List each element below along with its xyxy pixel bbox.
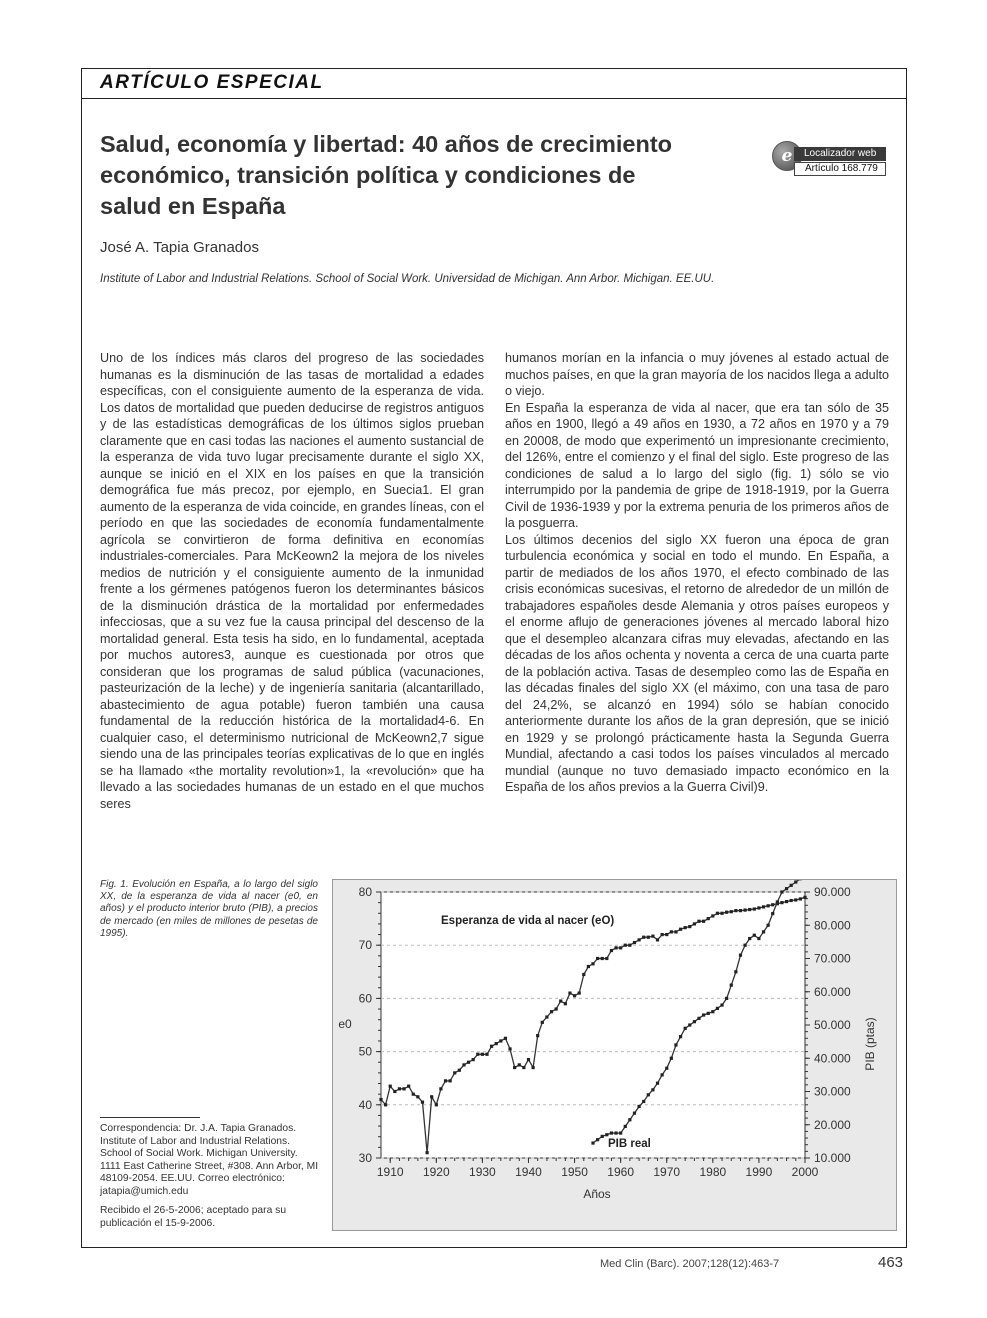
- data-point: [614, 1131, 617, 1134]
- data-point: [642, 936, 645, 939]
- badge-label-bottom: Artículo 168.779: [794, 162, 886, 176]
- plot-area: [381, 892, 805, 1158]
- data-point: [656, 938, 659, 941]
- data-point: [702, 1013, 705, 1016]
- data-point: [684, 1027, 687, 1030]
- data-point: [389, 1085, 392, 1088]
- section-bar: [82, 69, 906, 99]
- x-axis-label: Años: [583, 1187, 611, 1201]
- data-point: [674, 930, 677, 933]
- data-point: [601, 1135, 604, 1138]
- data-point: [716, 1007, 719, 1010]
- data-point: [416, 1095, 419, 1098]
- data-point: [425, 1151, 428, 1154]
- data-point: [707, 917, 710, 920]
- data-point: [707, 1012, 710, 1015]
- y-tick-label-left: 40: [358, 1097, 372, 1112]
- y-tick-label-right: 40.000: [814, 1051, 851, 1066]
- data-point: [628, 1118, 631, 1121]
- data-point: [467, 1061, 470, 1064]
- data-point: [541, 1021, 544, 1024]
- data-point: [753, 934, 756, 937]
- y-tick-label-left: 50: [358, 1044, 372, 1059]
- data-point: [462, 1063, 465, 1066]
- data-point: [379, 1098, 382, 1101]
- data-point: [642, 1100, 645, 1103]
- x-tick-label: 1940: [515, 1165, 542, 1179]
- data-point: [748, 908, 751, 911]
- data-point: [679, 928, 682, 931]
- data-point: [725, 911, 728, 914]
- data-point: [651, 1088, 654, 1091]
- figure-caption: Fig. 1. Evolución en España, a lo largo del siglo XX, de la esperanza de vida al nacer (e0, en años) y el producto interior bruto (PIB), a precios de mercado (en miles de millones de pesetas de 1995).: [100, 879, 318, 939]
- data-point: [720, 912, 723, 915]
- data-point: [545, 1015, 548, 1018]
- data-point: [624, 944, 627, 947]
- received-date: Recibido el 26-5-2006; aceptado para su publicación el 15-9-2006.: [100, 1205, 287, 1229]
- data-point: [753, 907, 756, 910]
- y-tick-label-right: 80.000: [814, 918, 851, 933]
- data-point: [748, 937, 751, 940]
- section-label: ARTÍCULO ESPECIAL: [100, 72, 324, 93]
- data-point: [734, 909, 737, 912]
- e-logo-icon: e: [772, 141, 802, 171]
- x-tick-label: 1920: [422, 1165, 450, 1179]
- data-point: [513, 1066, 516, 1069]
- data-point: [619, 946, 622, 949]
- data-point: [697, 1017, 700, 1020]
- data-point: [803, 896, 806, 899]
- data-point: [601, 957, 604, 960]
- data-point: [670, 1057, 673, 1060]
- body-paragraph: humanos morían en la infancia o muy jóvenes al estado actual de muchos países, en que la gran mayoría de los nacidos llega a adulto o viejo.: [505, 351, 889, 398]
- data-point: [490, 1045, 493, 1048]
- data-point: [739, 954, 742, 957]
- series-label-e0: Esperanza de vida al nacer (eO): [441, 915, 615, 927]
- data-point: [790, 884, 793, 887]
- figure-chart: [332, 879, 897, 1231]
- data-point: [476, 1053, 479, 1056]
- article-frame: [81, 68, 907, 1248]
- data-point: [771, 903, 774, 906]
- data-point: [518, 1063, 521, 1066]
- data-point: [628, 944, 631, 947]
- data-point: [536, 1034, 539, 1037]
- data-point: [559, 999, 562, 1002]
- data-point: [780, 890, 783, 893]
- data-point: [412, 1093, 415, 1096]
- body-paragraph: Los últimos decenios del siglo XX fueron una época de gran turbulencia económica y social en todo el mundo. En España, a partir de mediados de los años 1970, el efecto combinado de las crisis económicas sucesivas, el retorno de alrededor de un millón de trabajadores españoles desde Alemania y otros países europeos y el enorme aflujo de generaciones jóvenes al mercado laboral hizo que el desempleo alcanzara cifras muy elevadas, afectando en las décadas de los años ochenta y noventa a cerca de una cuarta parte de la población activa. Tasas de desempleo como las de España en las décadas finales del siglo XX (el máximo, con una tasa de paro del 24,2%, se alcanzó en 1994) sólo se habían conocido anteriormente durante los años de la gran depresión, que se inició en 1929 y se prolongó prácticamente hasta la Segunda Guerra Mundial, afectando a casi todos los países vinculados al mercado mundial (aunque no tuvo demasiado impacto económico en la España de los años previos a la Guerra Civil)9.: [505, 532, 889, 794]
- divider: [100, 1117, 200, 1118]
- x-tick-label: 2000: [791, 1165, 819, 1179]
- data-point: [730, 910, 733, 913]
- data-point: [661, 1073, 664, 1076]
- x-tick-label: 1960: [607, 1165, 635, 1179]
- data-point: [421, 1101, 424, 1104]
- data-point: [637, 938, 640, 941]
- body-column-right: [505, 350, 889, 796]
- article-title: Salud, economía y libertad: 40 años de crecimiento económico, transición política y condiciones de salud en España: [100, 131, 673, 219]
- y-tick-label-right: 20.000: [814, 1117, 851, 1132]
- data-point: [393, 1090, 396, 1093]
- y-tick-label-left: 60: [358, 991, 372, 1006]
- body-paragraph: Uno de los índices más claros del progreso de las sociedades humanas es la disminución de las tasas de mortalidad a edades específicas, con el consiguiente aumento de la esperanza de vida. Los datos de mortalidad que pueden deducirse de registros antiguos y de las estadísticas demográficas de los últimos siglos prueban claramente que en casi todas las naciones el aumento sustancial de la esperanza de vida tuvo lugar precisamente durante el siglo XX, aunque se inició en el XIX en los países en que la transición demográfica fue más precoz, por ejemplo, en Suecia1. El gran aumento de la esperanza de vida coincide, en grandes líneas, con el período en que las sociedades de economía fundamentalmente agrícola se convirtieron de forma definitiva en economías industriales-comerciales. Para McKeown2 la mejora de los niveles medios de nutrición y el consiguiente aumento de la inmunidad frente a los gérmenes patógenos fueron los determinantes básicos de la disminución drástica de la mortalidad por enfermedades infecciosas, que a su vez fue la causa principal del descenso de la mortalidad general. Esta tesis ha sido, en lo fundamental, aceptada por muchos autores3, aunque es cuestionada por otros que consideran que los programas de salud pública (vacunaciones, pasteurización de la leche) y de ingeniería sanitaria (alcantarillado, abastecimiento de agua potable) fueron también una causa fundamental de la reducción histórica de la mortalidad4-6. En cualquier caso, el determinismo nutricional de McKeown2,7 sigue siendo una de las principales teorías explicativas de lo que en inglés se ha llamado «the mortality revolution»1, la «revolución» que ha llevado a las sociedades humanas de un estado en el que muchos seres: [100, 351, 484, 811]
- data-point: [665, 933, 668, 936]
- data-point: [550, 1010, 553, 1013]
- y-tick-label-left: 80: [358, 885, 372, 899]
- data-point: [794, 898, 797, 901]
- data-point: [582, 973, 585, 976]
- data-point: [527, 1058, 530, 1061]
- data-point: [587, 965, 590, 968]
- data-point: [499, 1039, 502, 1042]
- x-tick-label: 1970: [653, 1165, 681, 1179]
- data-point: [651, 935, 654, 938]
- data-point: [614, 946, 617, 949]
- x-tick-label: 1980: [699, 1165, 727, 1179]
- y-tick-label-left: 30: [358, 1151, 372, 1165]
- x-tick-label: 1930: [469, 1165, 496, 1179]
- data-point: [485, 1053, 488, 1056]
- data-point: [596, 1138, 599, 1141]
- x-tick-label: 1910: [376, 1165, 404, 1179]
- body-column-left: [100, 350, 484, 812]
- data-point: [785, 900, 788, 903]
- data-point: [688, 1023, 691, 1026]
- affiliation: Institute of Labor and Industrial Relations. School of Social Work. Universidad de Michigan. Ann Arbor. Michigan. EE.UU.: [100, 273, 715, 285]
- data-point: [504, 1037, 507, 1040]
- data-point: [794, 880, 797, 883]
- data-point: [734, 970, 737, 973]
- y-tick-label-right: 60.000: [814, 984, 851, 999]
- y-tick-label-right: 10.000: [814, 1151, 851, 1165]
- data-point: [757, 906, 760, 909]
- y-tick-label-right: 50.000: [814, 1018, 851, 1032]
- data-point: [596, 957, 599, 960]
- data-point: [435, 1103, 438, 1106]
- chart-svg: [333, 880, 896, 1230]
- x-tick-label: 1990: [745, 1165, 773, 1179]
- data-point: [578, 991, 581, 994]
- data-point: [780, 901, 783, 904]
- data-point: [605, 957, 608, 960]
- data-point: [730, 984, 733, 987]
- y-tick-label-left: 70: [358, 938, 372, 953]
- data-point: [767, 924, 770, 927]
- data-point: [610, 1131, 613, 1134]
- data-point: [619, 1131, 622, 1134]
- data-point: [407, 1085, 410, 1088]
- data-point: [711, 1010, 714, 1013]
- data-point: [647, 936, 650, 939]
- data-point: [472, 1058, 475, 1061]
- web-locator-badge[interactable]: [772, 141, 890, 181]
- data-point: [693, 1020, 696, 1023]
- data-point: [531, 1066, 534, 1069]
- author: José A. Tapia Granados: [100, 239, 259, 256]
- data-point: [799, 897, 802, 900]
- data-point: [702, 920, 705, 923]
- data-point: [458, 1069, 461, 1072]
- data-point: [739, 909, 742, 912]
- body-paragraph: En España la esperanza de vida al nacer, que era tan sólo de 35 años en 1900, llegó a 49 años en 1930, a 72 años en 1970 y a 79 en 20008, de modo que experimentó un impresionante crecimiento, del 126%, entre el comienzo y el final del siglo. Este progreso de las condiciones de salud a lo largo del siglo (fig. 1) sólo se vio interrumpido por la pandemia de gripe de 1918-1919, por la Guerra Civil de 1936-1939 y por la extrema penuria de los primeros años de la posguerra.: [505, 400, 889, 530]
- x-tick-label: 1950: [561, 1165, 588, 1179]
- data-point: [398, 1087, 401, 1090]
- data-point: [757, 937, 760, 940]
- data-point: [555, 1007, 558, 1010]
- data-point: [661, 933, 664, 936]
- data-point: [384, 1103, 387, 1106]
- data-point: [776, 900, 779, 903]
- data-point: [720, 1003, 723, 1006]
- y-axis-label-left: e0: [338, 1017, 352, 1031]
- data-point: [716, 912, 719, 915]
- data-point: [679, 1035, 682, 1038]
- badge-label-top: Localizador web: [794, 147, 886, 161]
- data-point: [591, 1141, 594, 1144]
- data-point: [591, 962, 594, 965]
- data-point: [674, 1043, 677, 1046]
- data-point: [785, 887, 788, 890]
- data-point: [481, 1053, 484, 1056]
- data-point: [637, 1105, 640, 1108]
- data-point: [725, 997, 728, 1000]
- data-point: [633, 941, 636, 944]
- series-label-pib: PIB real: [608, 1138, 651, 1150]
- data-point: [605, 1133, 608, 1136]
- data-point: [767, 904, 770, 907]
- correspondence: Correspondencia: Dr. J.A. Tapia Granados. Institute of Labor and Industrial Relations. School of Social Work. Michigan University. 1111 East Catherine Street, #308. Ann Arbor, MI 48109-2054. EE.UU. Correo electrónico: jatapia@umich.edu: [100, 1123, 319, 1197]
- data-point: [610, 949, 613, 952]
- data-point: [573, 994, 576, 997]
- data-point: [564, 1002, 567, 1005]
- data-point: [771, 912, 774, 915]
- data-point: [688, 925, 691, 928]
- data-point: [743, 944, 746, 947]
- page-number: 463: [878, 1254, 904, 1271]
- data-point: [495, 1042, 498, 1045]
- data-point: [647, 1093, 650, 1096]
- y-tick-label-right: 90.000: [814, 885, 851, 899]
- data-point: [743, 908, 746, 911]
- data-point: [633, 1112, 636, 1115]
- data-point: [656, 1082, 659, 1085]
- data-point: [665, 1067, 668, 1070]
- y-axis-label-right: PIB (ptas): [863, 1017, 877, 1071]
- data-point: [508, 1047, 511, 1050]
- data-point: [522, 1066, 525, 1069]
- data-point: [430, 1095, 433, 1098]
- data-point: [670, 930, 673, 933]
- data-point: [684, 926, 687, 929]
- data-point: [711, 914, 714, 917]
- data-point: [568, 991, 571, 994]
- data-point: [624, 1125, 627, 1128]
- data-point: [439, 1087, 442, 1090]
- data-point: [762, 930, 765, 933]
- data-point: [402, 1087, 405, 1090]
- data-point: [697, 920, 700, 923]
- data-point: [444, 1079, 447, 1082]
- data-point: [693, 922, 696, 925]
- footer-citation: Med Clin (Barc). 2007;128(12):463-7: [600, 1258, 780, 1270]
- data-point: [449, 1079, 452, 1082]
- y-tick-label-right: 30.000: [814, 1084, 851, 1099]
- data-point: [762, 905, 765, 908]
- data-point: [453, 1071, 456, 1074]
- y-tick-label-right: 70.000: [814, 951, 851, 966]
- data-point: [790, 899, 793, 902]
